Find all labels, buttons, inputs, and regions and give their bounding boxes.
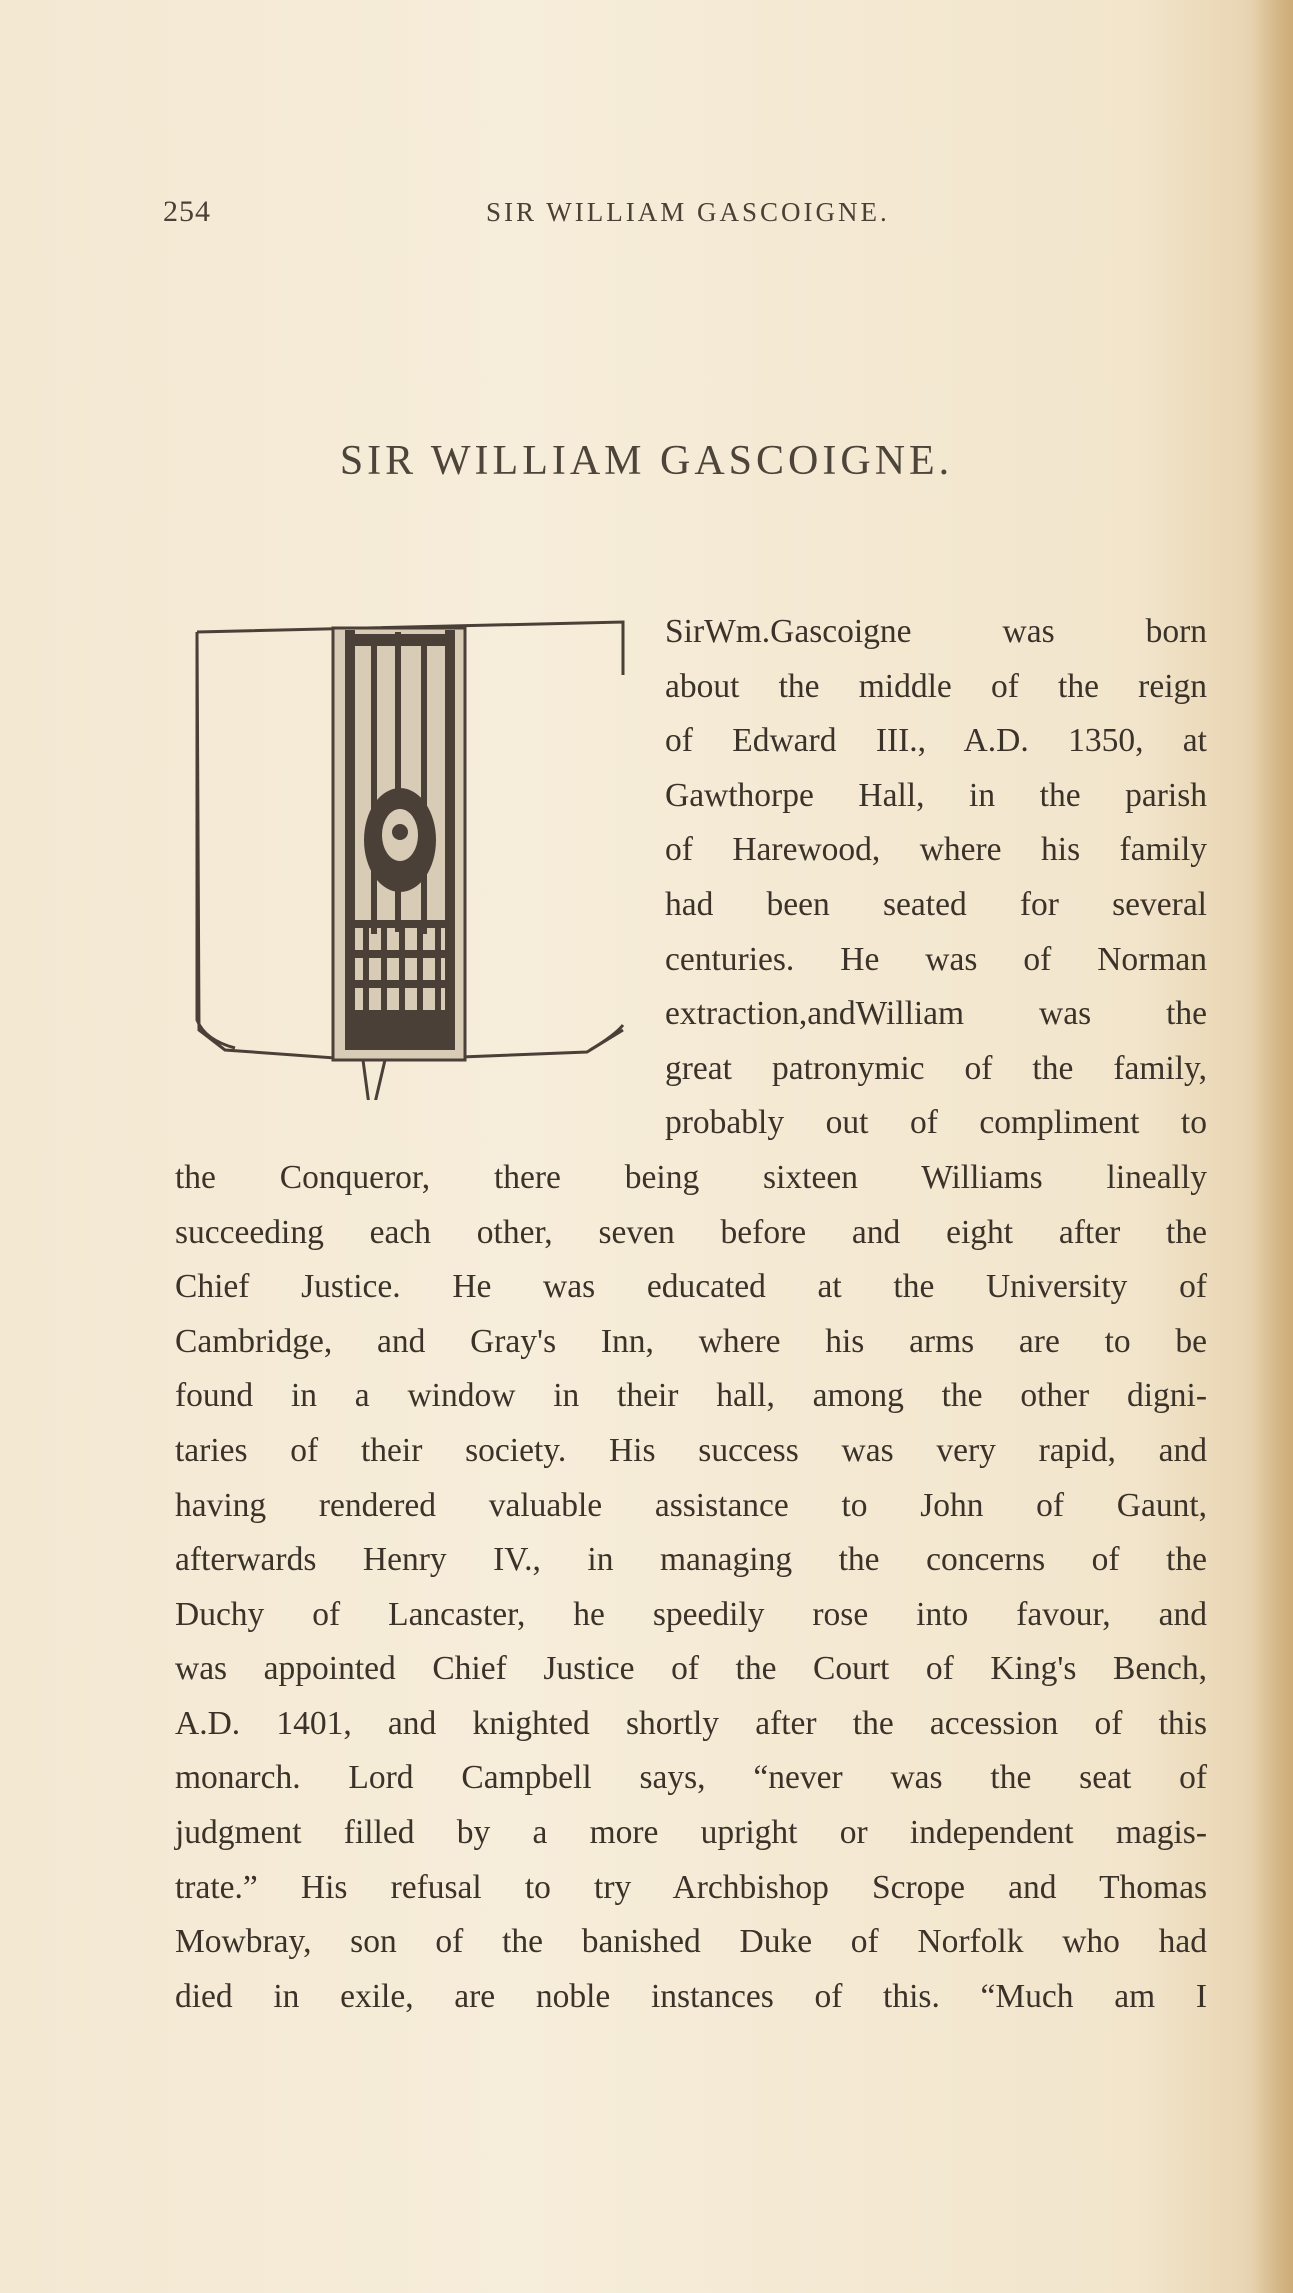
text-line: judgment filled by a more upright or independent magis- — [175, 1814, 1207, 1852]
text-line: SirWm.Gascoigne was born — [665, 613, 1207, 650]
text-line: extraction,andWilliam was the — [665, 995, 1207, 1033]
text-line: had been seated for several — [665, 885, 1207, 923]
text-line: probably out of compliment to — [665, 1104, 1207, 1142]
chapter-heading: SIR WILLIAM GASCOIGNE. — [339, 438, 954, 484]
text-line: Gawthorpe Hall, in the parish — [665, 776, 1207, 814]
text-line: taries of their society. His success was very rapid, and — [175, 1431, 1207, 1469]
text-line: Mowbray, son of the banished Duke of Norfolk who had — [175, 1923, 1207, 1961]
text-line: having rendered valuable assistance to John of Gaunt, — [175, 1486, 1207, 1524]
running-title: SIR WILLIAM GASCOIGNE. — [486, 197, 890, 227]
text-line: was appointed Chief Justice of the Court of King's Bench, — [175, 1650, 1207, 1688]
text-line: died in exile, are noble instances of this. “Much am I — [175, 1977, 1207, 2015]
text-line: the Conqueror, there being sixteen Williams lineally — [175, 1158, 1207, 1196]
text-line: afterwards Henry IV., in managing the concerns of the — [175, 1541, 1207, 1579]
text-line: about the middle of the reign — [665, 667, 1207, 705]
page-edge-shadow — [1253, 0, 1293, 2293]
running-head — [0, 195, 1293, 235]
text-line: Cambridge, and Gray's Inn, where his arms are to be — [175, 1322, 1207, 1360]
text-line: of Edward III., A.D. 1350, at — [665, 722, 1207, 760]
text-line: Chief Justice. He was educated at the University of — [175, 1268, 1207, 1306]
body-paragraph — [175, 605, 1207, 2024]
text-line: Duchy of Lancaster, he speedily rose into favour, and — [175, 1595, 1207, 1633]
text-line: monarch. Lord Campbell says, “never was the seat of — [175, 1759, 1207, 1797]
text-line: trate.” His refusal to try Archbishop Scrope and Thomas — [175, 1868, 1207, 1906]
text-line: found in a window in their hall, among the other digni- — [175, 1377, 1207, 1415]
text-line: succeeding each other, seven before and eight after the — [175, 1213, 1207, 1251]
text-line: great patronymic of the family, — [665, 1049, 1207, 1087]
page-number: 254 — [163, 195, 211, 228]
text-line: of Harewood, where his family — [665, 831, 1207, 869]
text-line: A.D. 1401, and knighted shortly after the accession of this — [175, 1704, 1207, 1742]
text-line: centuries. He was of Norman — [665, 940, 1207, 978]
